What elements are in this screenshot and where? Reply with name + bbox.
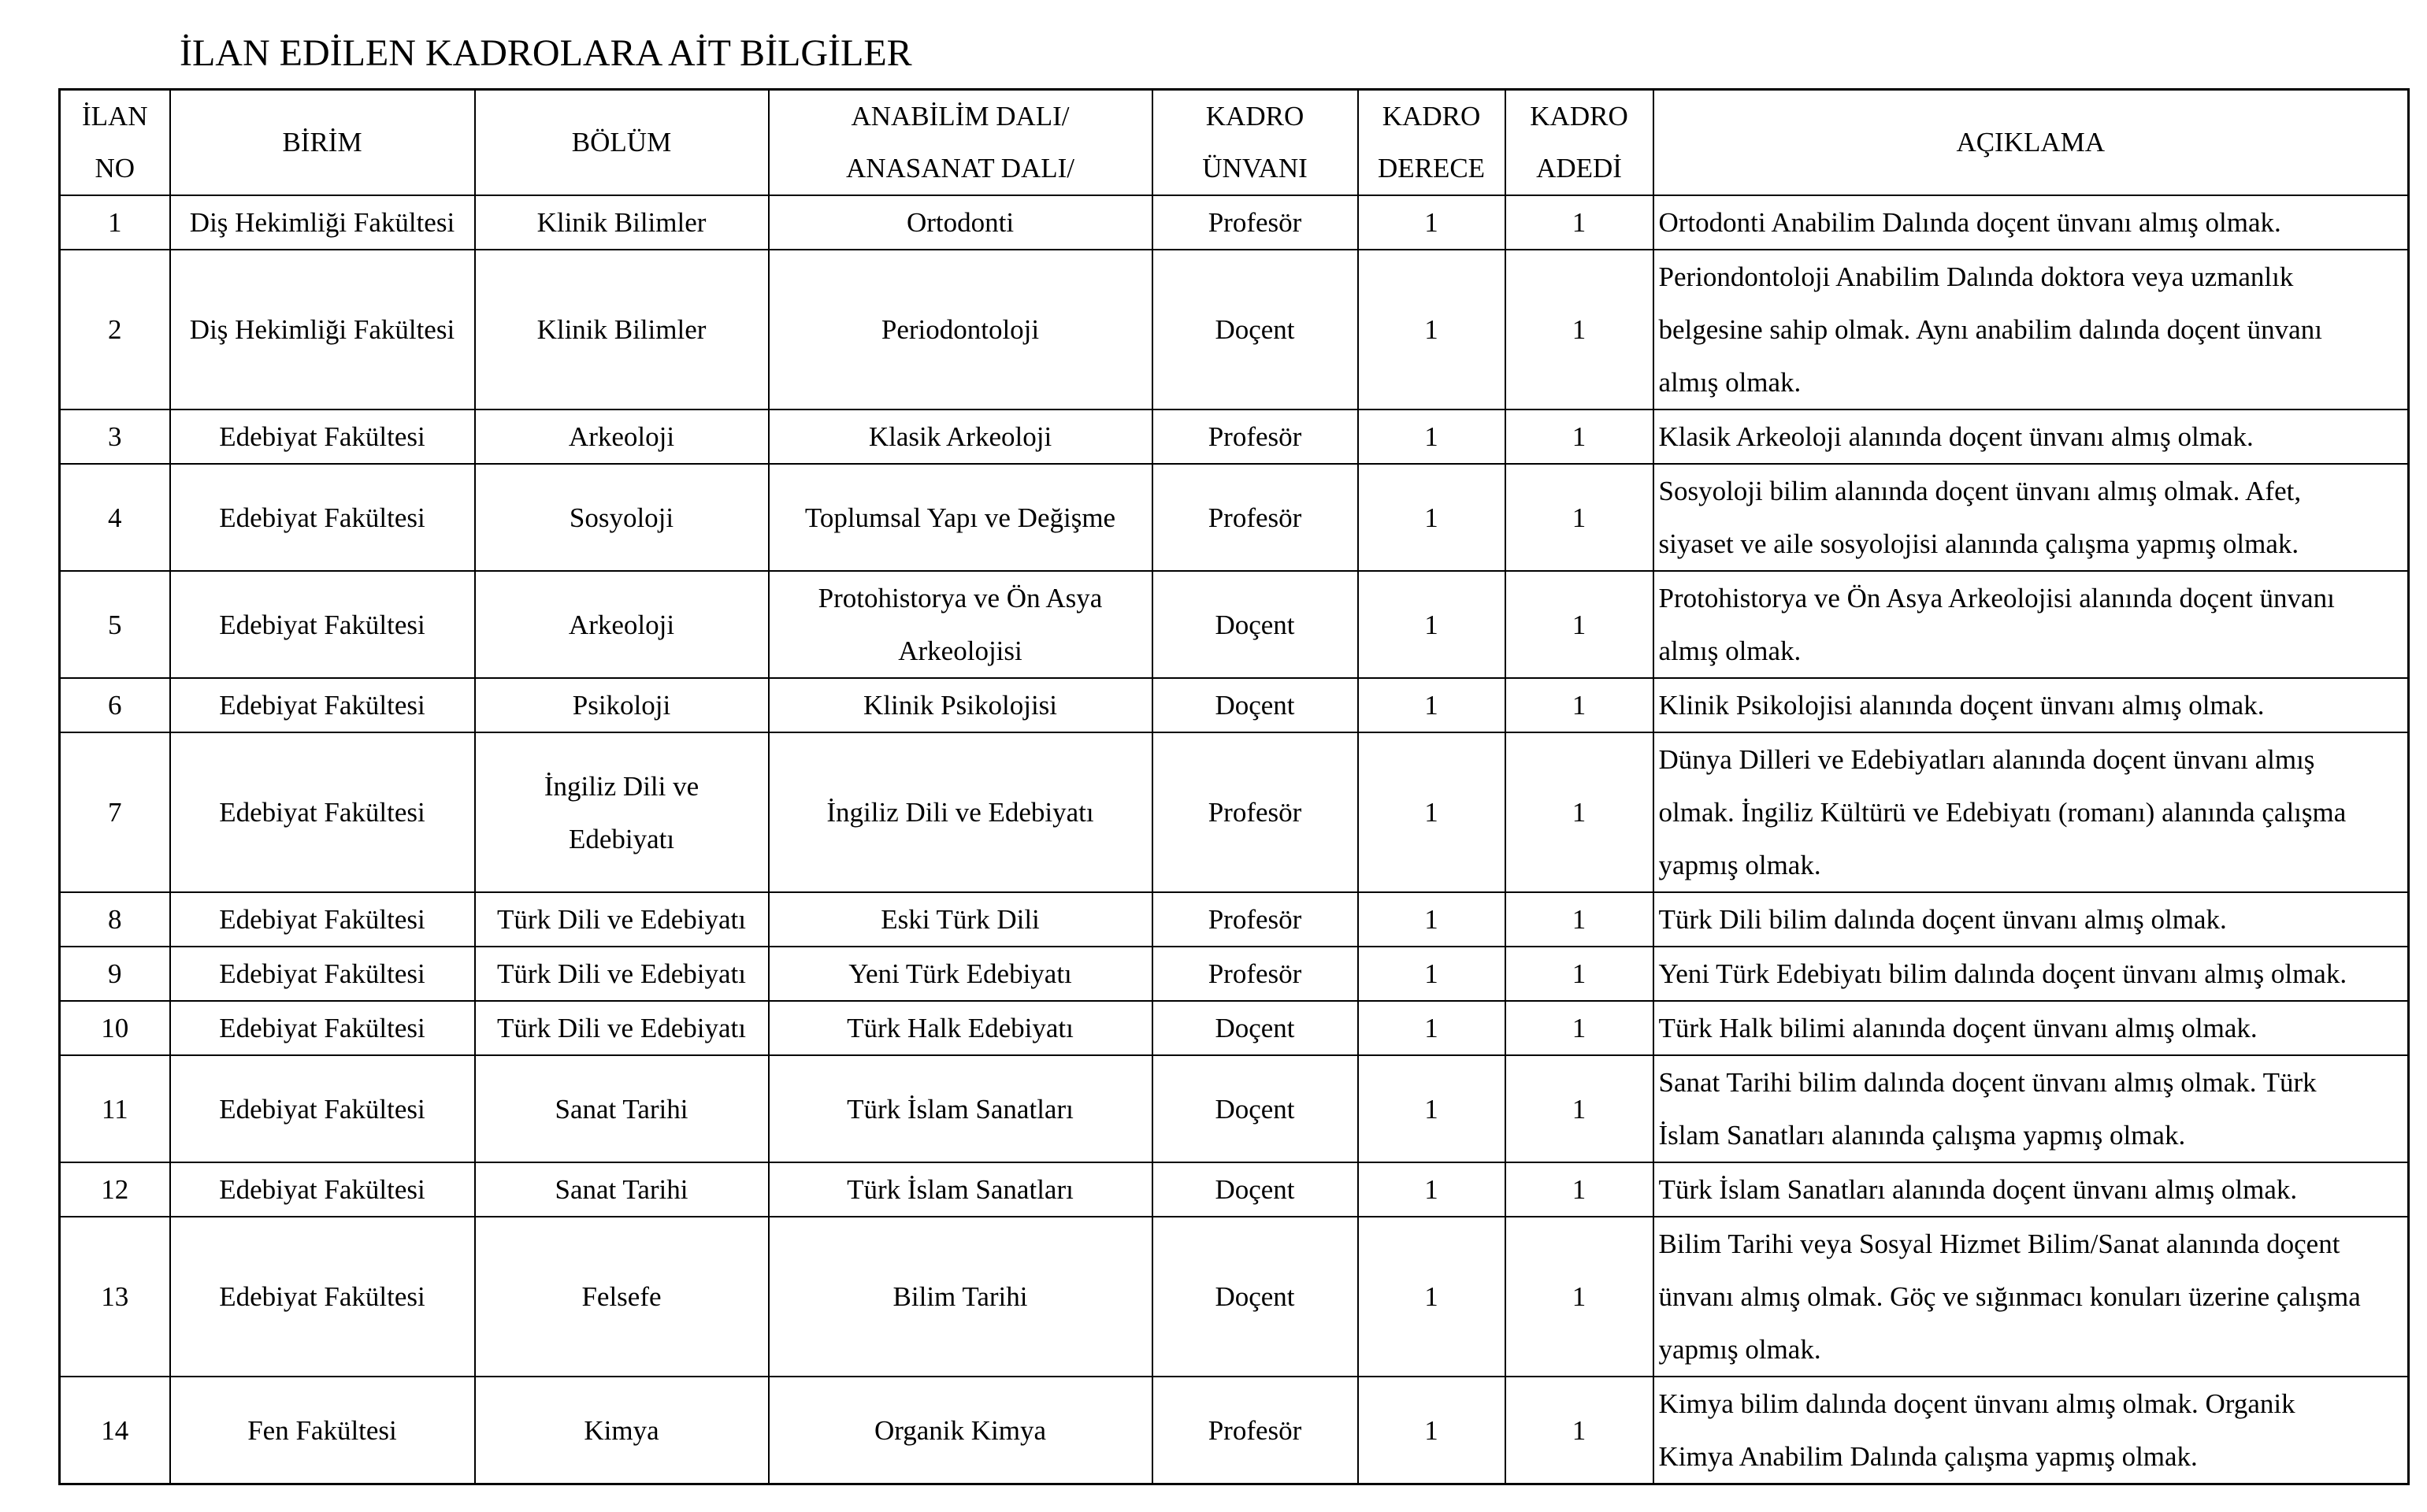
cell-aciklama-line: Kimya bilim dalında doçent ünvanı almış olmak. Organik xyxy=(1658,1388,2295,1419)
cell-birim: Edebiyat Fakültesi xyxy=(170,732,475,892)
cell-ilan-no: 3 xyxy=(60,410,170,464)
cell-bolum xyxy=(475,1377,769,1484)
table-row xyxy=(60,195,2409,250)
cell-aciklama-line: ünvanı almış olmak. Göç ve sığınmacı konuları üzerine çalışma xyxy=(1658,1281,2361,1312)
cell-aciklama-line: Protohistorya ve Ön Asya Arkeolojisi alanında doçent ünvanı xyxy=(1658,583,2335,613)
cell-kadro-derece: 1 xyxy=(1358,1162,1505,1217)
cell-bolum-line: Psikoloji xyxy=(572,690,671,721)
table-row xyxy=(60,464,2409,571)
cell-bolum-line: Sosyoloji xyxy=(569,502,674,533)
cell-anabilim xyxy=(769,410,1152,464)
cell-ilan-no: 12 xyxy=(60,1162,170,1217)
cell-kadro-unvani: Profesör xyxy=(1152,464,1358,571)
cell-aciklama-line: Dünya Dilleri ve Edebiyatları alanında doçent ünvanı almış xyxy=(1658,744,2315,775)
cell-birim: Edebiyat Fakültesi xyxy=(170,464,475,571)
table-row xyxy=(60,678,2409,732)
header-kadro-adedi: KADRO ADEDİ xyxy=(1505,90,1653,196)
cell-aciklama-line: almış olmak. xyxy=(1658,636,1802,666)
cell-birim: Edebiyat Fakültesi xyxy=(170,1217,475,1377)
cell-anabilim-line: Eski Türk Dili xyxy=(881,904,1040,935)
cell-kadro-derece: 1 xyxy=(1358,1217,1505,1377)
cell-ilan-no: 4 xyxy=(60,464,170,571)
cell-kadro-adedi: 1 xyxy=(1505,410,1653,464)
cell-bolum xyxy=(475,1217,769,1377)
cell-anabilim-line: Klinik Psikolojisi xyxy=(863,690,1058,721)
cell-aciklama xyxy=(1653,1055,2409,1162)
cell-kadro-adedi: 1 xyxy=(1505,1162,1653,1217)
cell-bolum-line: Sanat Tarihi xyxy=(555,1093,688,1125)
cell-kadro-unvani: Profesör xyxy=(1152,410,1358,464)
header-bolum: BÖLÜM xyxy=(475,90,769,196)
cell-anabilim xyxy=(769,571,1152,678)
table-row xyxy=(60,250,2409,410)
cell-birim: Edebiyat Fakültesi xyxy=(170,1162,475,1217)
cell-birim: Edebiyat Fakültesi xyxy=(170,947,475,1001)
cell-bolum-line: Klinik Bilimler xyxy=(536,314,707,345)
cell-aciklama-line: Periondontoloji Anabilim Dalında doktora veya uzmanlık xyxy=(1658,261,2294,292)
table-row xyxy=(60,732,2409,892)
cell-anabilim-line: Bilim Tarihi xyxy=(892,1281,1028,1312)
cell-anabilim xyxy=(769,678,1152,732)
cell-aciklama xyxy=(1653,410,2409,464)
cell-anabilim xyxy=(769,1217,1152,1377)
header-birim: BİRİM xyxy=(170,90,475,196)
cell-anabilim xyxy=(769,732,1152,892)
cell-kadro-adedi: 1 xyxy=(1505,1217,1653,1377)
cell-aciklama-line: İslam Sanatları alanında çalışma yapmış olmak. xyxy=(1658,1120,2186,1151)
cell-bolum xyxy=(475,464,769,571)
cell-kadro-derece: 1 xyxy=(1358,464,1505,571)
cell-kadro-unvani: Doçent xyxy=(1152,571,1358,678)
cell-ilan-no: 11 xyxy=(60,1055,170,1162)
cell-anabilim-line: Türk Halk Edebiyatı xyxy=(847,1013,1074,1043)
cell-aciklama-line: olmak. İngiliz Kültürü ve Edebiyatı (romanı) alanında çalışma xyxy=(1658,797,2347,828)
cell-bolum-line: Arkeoloji xyxy=(568,421,675,452)
cell-birim: Edebiyat Fakültesi xyxy=(170,1055,475,1162)
cell-anabilim xyxy=(769,947,1152,1001)
cell-ilan-no: 9 xyxy=(60,947,170,1001)
table-body xyxy=(60,195,2409,1484)
cell-bolum xyxy=(475,250,769,410)
cell-aciklama-line: Türk Dili bilim dalında doçent ünvanı almış olmak. xyxy=(1658,904,2227,935)
cell-kadro-derece: 1 xyxy=(1358,892,1505,947)
header-kadro-derece: KADRO DERECE xyxy=(1358,90,1505,196)
cell-aciklama xyxy=(1653,1001,2409,1055)
cell-anabilim xyxy=(769,1055,1152,1162)
cell-anabilim xyxy=(769,892,1152,947)
cell-ilan-no: 5 xyxy=(60,571,170,678)
cell-bolum-line: Klinik Bilimler xyxy=(536,207,707,238)
cell-anabilim xyxy=(769,1162,1152,1217)
cell-bolum-line: Sanat Tarihi xyxy=(555,1174,688,1205)
cell-kadro-unvani: Profesör xyxy=(1152,195,1358,250)
cell-kadro-unvani: Doçent xyxy=(1152,1162,1358,1217)
cell-aciklama-line: yapmış olmak. xyxy=(1658,1334,1821,1365)
cell-anabilim xyxy=(769,1001,1152,1055)
cell-kadro-unvani: Profesör xyxy=(1152,732,1358,892)
cell-bolum-line: Arkeoloji xyxy=(568,609,675,640)
cell-anabilim-line: Protohistorya ve Ön Asya xyxy=(818,583,1103,613)
header-anabilim: ANABİLİM DALI/ ANASANAT DALI/ xyxy=(769,90,1152,196)
cell-bolum xyxy=(475,892,769,947)
cell-kadro-adedi: 1 xyxy=(1505,678,1653,732)
cell-aciklama xyxy=(1653,947,2409,1001)
cell-bolum-line: Felsefe xyxy=(581,1281,662,1312)
cell-aciklama xyxy=(1653,250,2409,410)
table-row xyxy=(60,892,2409,947)
cell-kadro-derece: 1 xyxy=(1358,410,1505,464)
cell-kadro-adedi: 1 xyxy=(1505,571,1653,678)
cell-aciklama-line: Türk Halk bilimi alanında doçent ünvanı almış olmak. xyxy=(1658,1013,2258,1043)
cell-bolum xyxy=(475,410,769,464)
cell-kadro-adedi: 1 xyxy=(1505,1001,1653,1055)
cell-ilan-no: 14 xyxy=(60,1377,170,1484)
table-row xyxy=(60,571,2409,678)
cell-bolum xyxy=(475,732,769,892)
cell-bolum-line: Türk Dili ve Edebiyatı xyxy=(497,904,746,935)
cell-aciklama-line: siyaset ve aile sosyolojisi alanında çalışma yapmış olmak. xyxy=(1658,528,2299,559)
table-row xyxy=(60,410,2409,464)
cell-kadro-unvani: Doçent xyxy=(1152,678,1358,732)
cell-aciklama-line: Ortodonti Anabilim Dalında doçent ünvanı almış olmak. xyxy=(1658,207,2281,238)
cell-bolum xyxy=(475,1162,769,1217)
cell-aciklama xyxy=(1653,464,2409,571)
cell-kadro-adedi: 1 xyxy=(1505,195,1653,250)
cell-kadro-derece: 1 xyxy=(1358,947,1505,1001)
cell-anabilim-line: Organik Kimya xyxy=(874,1414,1047,1446)
cell-birim: Diş Hekimliği Fakültesi xyxy=(170,195,475,250)
cell-ilan-no: 7 xyxy=(60,732,170,892)
cell-aciklama-line: Türk İslam Sanatları alanında doçent ünvanı almış olmak. xyxy=(1658,1174,2298,1205)
cell-anabilim-line: İngiliz Dili ve Edebiyatı xyxy=(826,797,1094,828)
cell-bolum xyxy=(475,1001,769,1055)
table-row xyxy=(60,1055,2409,1162)
cell-ilan-no: 13 xyxy=(60,1217,170,1377)
table-row xyxy=(60,1001,2409,1055)
cell-aciklama-line: Klasik Arkeoloji alanında doçent ünvanı almış olmak. xyxy=(1658,421,2254,452)
cell-anabilim xyxy=(769,195,1152,250)
cell-aciklama xyxy=(1653,1162,2409,1217)
cell-aciklama-line: belgesine sahip olmak. Aynı anabilim dalında doçent ünvanı xyxy=(1658,314,2322,345)
cell-anabilim xyxy=(769,1377,1152,1484)
table-row xyxy=(60,1162,2409,1217)
cell-anabilim-line: Toplumsal Yapı ve Değişme xyxy=(804,502,1116,533)
cell-bolum-line: Türk Dili ve Edebiyatı xyxy=(497,1013,746,1043)
cell-bolum xyxy=(475,571,769,678)
cell-kadro-derece: 1 xyxy=(1358,732,1505,892)
cell-anabilim xyxy=(769,464,1152,571)
cell-aciklama xyxy=(1653,732,2409,892)
cell-aciklama-line: Sosyoloji bilim alanında doçent ünvanı almış olmak. Afet, xyxy=(1658,476,2302,506)
cell-bolum-line: İngiliz Dili ve xyxy=(544,770,700,802)
cell-kadro-adedi: 1 xyxy=(1505,1055,1653,1162)
cell-anabilim-line: Periodontoloji xyxy=(881,314,1040,345)
header-kadro-unvani: KADRO ÜNVANI xyxy=(1152,90,1358,196)
cell-aciklama xyxy=(1653,892,2409,947)
cell-kadro-unvani: Doçent xyxy=(1152,1055,1358,1162)
cell-aciklama xyxy=(1653,678,2409,732)
cell-kadro-adedi: 1 xyxy=(1505,892,1653,947)
cell-kadro-adedi: 1 xyxy=(1505,947,1653,1001)
cell-kadro-derece: 1 xyxy=(1358,678,1505,732)
cell-kadro-adedi: 1 xyxy=(1505,464,1653,571)
cell-kadro-unvani: Profesör xyxy=(1152,1377,1358,1484)
cell-kadro-unvani: Doçent xyxy=(1152,250,1358,410)
cell-anabilim-line: Klasik Arkeoloji xyxy=(868,421,1052,452)
document-title: İLAN EDİLEN KADROLARA AİT BİLGİLER xyxy=(180,32,912,74)
cell-kadro-derece: 1 xyxy=(1358,195,1505,250)
cell-aciklama-line: almış olmak. xyxy=(1658,367,1802,398)
cell-aciklama-line: Sanat Tarihi bilim dalında doçent ünvanı almış olmak. Türk xyxy=(1658,1067,2317,1098)
cell-anabilim-line: Türk İslam Sanatları xyxy=(847,1174,1074,1205)
cell-bolum xyxy=(475,195,769,250)
cell-anabilim-line: Yeni Türk Edebiyatı xyxy=(848,958,1072,989)
cell-kadro-derece: 1 xyxy=(1358,1377,1505,1484)
cell-aciklama xyxy=(1653,195,2409,250)
cell-aciklama-line: Bilim Tarihi veya Sosyal Hizmet Bilim/Sanat alanında doçent xyxy=(1658,1228,2340,1259)
cell-birim: Edebiyat Fakültesi xyxy=(170,892,475,947)
cell-ilan-no: 2 xyxy=(60,250,170,410)
cell-birim: Edebiyat Fakültesi xyxy=(170,571,475,678)
table-row xyxy=(60,1377,2409,1484)
cell-ilan-no: 8 xyxy=(60,892,170,947)
cell-birim: Edebiyat Fakültesi xyxy=(170,1001,475,1055)
cell-anabilim xyxy=(769,250,1152,410)
cell-bolum xyxy=(475,678,769,732)
cell-ilan-no: 6 xyxy=(60,678,170,732)
cell-bolum-line: Kimya xyxy=(584,1414,659,1446)
cell-bolum xyxy=(475,1055,769,1162)
cell-ilan-no: 10 xyxy=(60,1001,170,1055)
cell-anabilim-line: Ortodonti xyxy=(906,207,1015,238)
cell-kadro-unvani: Profesör xyxy=(1152,892,1358,947)
cell-kadro-derece: 1 xyxy=(1358,571,1505,678)
cell-aciklama-line: Yeni Türk Edebiyatı bilim dalında doçent ünvanı almış olmak. xyxy=(1658,958,2347,989)
cell-aciklama xyxy=(1653,1217,2409,1377)
cell-birim: Diş Hekimliği Fakültesi xyxy=(170,250,475,410)
cell-aciklama-line: yapmış olmak. xyxy=(1658,850,1821,880)
cell-anabilim-line: Türk İslam Sanatları xyxy=(847,1093,1074,1125)
cell-bolum-line: Türk Dili ve Edebiyatı xyxy=(497,958,746,989)
cell-kadro-adedi: 1 xyxy=(1505,1377,1653,1484)
cell-ilan-no: 1 xyxy=(60,195,170,250)
cell-aciklama xyxy=(1653,571,2409,678)
cell-bolum xyxy=(475,947,769,1001)
header-aciklama: AÇIKLAMA xyxy=(1653,90,2409,196)
table-header-row xyxy=(60,90,2409,196)
cell-kadro-unvani: Profesör xyxy=(1152,947,1358,1001)
cell-aciklama-line: Kimya Anabilim Dalında çalışma yapmış olmak. xyxy=(1658,1441,2198,1472)
table-row xyxy=(60,947,2409,1001)
cell-aciklama xyxy=(1653,1377,2409,1484)
cell-kadro-adedi: 1 xyxy=(1505,732,1653,892)
cell-kadro-adedi: 1 xyxy=(1505,250,1653,410)
cell-kadro-unvani: Doçent xyxy=(1152,1217,1358,1377)
cell-kadro-derece: 1 xyxy=(1358,250,1505,410)
cell-birim: Fen Fakültesi xyxy=(170,1377,475,1484)
cell-kadro-unvani: Doçent xyxy=(1152,1001,1358,1055)
cell-birim: Edebiyat Fakültesi xyxy=(170,678,475,732)
header-ilan-no: İLAN NO xyxy=(60,90,170,196)
cell-birim: Edebiyat Fakültesi xyxy=(170,410,475,464)
cell-aciklama-line: Klinik Psikolojisi alanında doçent ünvanı almış olmak. xyxy=(1658,690,2265,721)
table-row xyxy=(60,1217,2409,1377)
cell-kadro-derece: 1 xyxy=(1358,1055,1505,1162)
cell-anabilim-line: Arkeolojisi xyxy=(898,636,1022,666)
cell-kadro-derece: 1 xyxy=(1358,1001,1505,1055)
positions-table xyxy=(58,88,2410,1485)
cell-bolum-line: Edebiyatı xyxy=(568,823,675,854)
